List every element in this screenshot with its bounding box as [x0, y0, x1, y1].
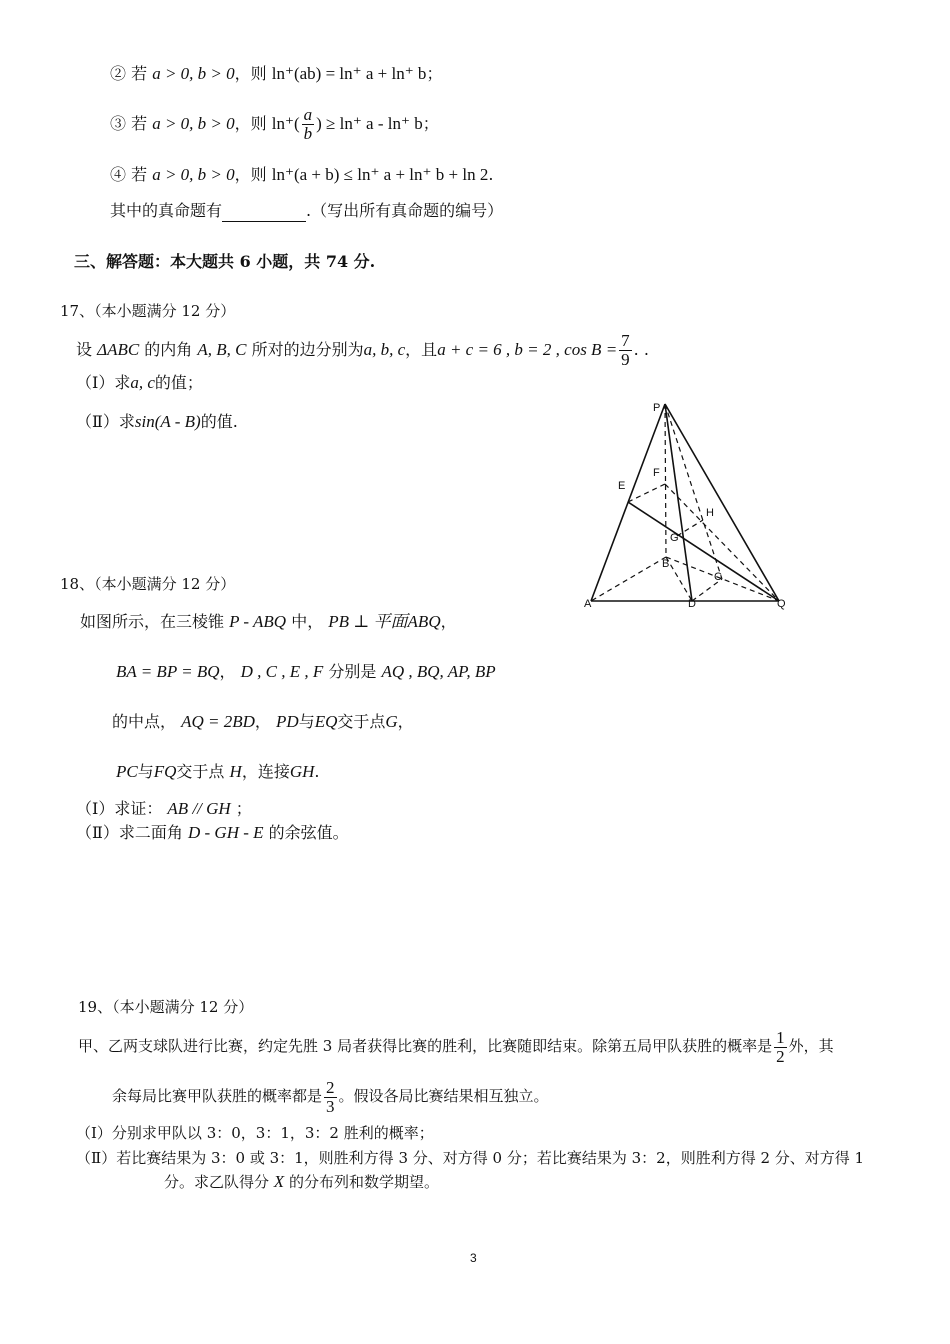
q18-line3-a: 的中点，	[112, 712, 177, 731]
q19-part2-line2-b: 的分布列和数学期望。	[288, 1173, 439, 1191]
q18-header: 18、（本小题满分 12 分）	[60, 575, 236, 593]
p16-item3-ln: ln⁺(	[271, 114, 300, 133]
label-C: C	[714, 571, 722, 583]
q18-h: H	[229, 762, 242, 781]
p16-item2-prefix: ② 若	[110, 64, 148, 83]
q19-part-2-line-1: （Ⅱ）若比赛结果为 3：0 或 3：1，则胜利方得 3 分、对方得 0 分；若比赛结果为 3：2，则胜利方得 2 分、对方得 1	[76, 1149, 865, 1167]
p16-question	[110, 200, 503, 222]
q17-part1-vars: a, c	[130, 373, 155, 392]
q18-part2-a: （Ⅱ）求二面角	[76, 823, 183, 842]
q18-line3-b: ，	[254, 712, 271, 731]
line-PC	[665, 404, 722, 579]
p16-item3-rest: ) ≥ ln⁺ a - ln⁺ b	[316, 114, 423, 133]
p16-item3-condition: a > 0, b > 0	[152, 114, 235, 133]
p16-item2-condition: a > 0, b > 0	[152, 64, 235, 83]
pyramid-figure	[578, 392, 800, 614]
p16-item4-expression: ln⁺(a + b) ≤ ln⁺ a + ln⁺ b + ln 2	[271, 165, 489, 184]
q18-segments: AQ , BQ, AP, BP	[381, 662, 496, 681]
q19-line-2	[112, 1076, 549, 1116]
q17-triangle: ΔABC	[97, 340, 140, 359]
q18-line4-a: 与	[137, 762, 154, 781]
q17-angles: A, B, C	[197, 340, 247, 359]
q18-line1-b: 中，	[291, 612, 324, 631]
p16-item4-end: .	[488, 165, 494, 184]
q18-part-2	[76, 822, 349, 844]
p16-item4-then: ，则	[234, 165, 267, 184]
p16-item2-expression: ln⁺(ab) = ln⁺ a + ln⁺ b	[271, 64, 427, 83]
label-F: F	[653, 467, 660, 479]
q18-part1-expr: AB // GH	[167, 799, 231, 818]
p16-item-4	[110, 164, 493, 186]
q18-line-4	[116, 761, 319, 783]
q17-part1-b: 的值；	[154, 373, 203, 392]
q19-fraction-two-thirds	[324, 1079, 337, 1116]
label-G: G	[670, 532, 679, 544]
q18-gh: GH	[289, 762, 315, 781]
q18-part2-expr: D - GH - E	[187, 823, 264, 842]
p16-item3-fraction	[302, 106, 315, 143]
label-H: H	[706, 507, 714, 519]
q17-stem-end: . .	[633, 340, 649, 359]
q17-denominator: 9	[621, 350, 630, 369]
q19-half-numerator: 1	[776, 1027, 785, 1047]
q18-line3-c: 与	[298, 712, 315, 731]
q19-line1-b: 外，其	[788, 1037, 834, 1055]
line-BD	[666, 557, 692, 601]
q17-part2-a: （Ⅱ）求	[76, 412, 135, 431]
q19-half-denominator: 2	[776, 1046, 785, 1066]
p16-question-before: 其中的真命题有	[110, 201, 223, 220]
q17-header: 17、（本小题满分 12 分）	[60, 302, 236, 320]
q18-equal-sides: BA = BP = BQ	[116, 662, 220, 681]
q18-line1-a: 如图所示，在三棱锥	[80, 612, 225, 631]
p16-item2-then: ，则	[234, 64, 267, 83]
q17-stem	[76, 330, 649, 370]
q17-numerator: 7	[621, 331, 630, 350]
q19-var-x: X	[273, 1172, 285, 1191]
q19-header: 19、（本小题满分 12 分）	[78, 998, 254, 1016]
q17-stem-a: 设	[76, 340, 93, 359]
p16-item-3	[110, 104, 439, 144]
page-number: 3	[470, 1251, 477, 1265]
p16-item3-prefix: ③ 若	[110, 114, 148, 133]
line-EQ	[628, 502, 779, 601]
q18-line4-c: ，连接	[241, 762, 290, 781]
q17-part1-a: （Ⅰ）求	[76, 373, 131, 392]
q19-part-2-line-2	[164, 1171, 439, 1193]
q18-eq: EQ	[314, 712, 338, 731]
p16-item3-numerator: a	[303, 105, 313, 124]
q18-g: G	[385, 712, 398, 731]
q18-perpendicular: PB ⊥ 平面ABQ	[328, 612, 441, 631]
q17-cos-fraction	[619, 332, 632, 369]
q18-pd: PD	[276, 712, 299, 731]
label-D: D	[688, 598, 696, 610]
q17-sides: a, b, c	[363, 340, 406, 359]
q17-stem-b: 的内角	[144, 340, 193, 359]
q18-line-2	[116, 661, 496, 683]
q19-line-1	[78, 1026, 834, 1066]
p16-item-2	[110, 63, 442, 85]
q18-line2-b: 分别是	[328, 662, 377, 681]
p16-item4-condition: a > 0, b > 0	[152, 165, 235, 184]
q19-fraction-half	[774, 1029, 787, 1066]
q18-line3-e: ，	[397, 712, 414, 731]
q18-fq: FQ	[153, 762, 177, 781]
q18-part2-b: 的余弦值。	[268, 823, 349, 842]
q19-line2-a: 余每局比赛甲队获胜的概率都是	[112, 1087, 323, 1105]
q18-line4-b: 交于点	[176, 762, 225, 781]
p16-item2-end: ；	[426, 64, 443, 83]
q19-part-1: （Ⅰ）分别求甲队以 3：0，3：1，3：2 胜利的概率；	[76, 1124, 434, 1142]
q18-line1-c: ，	[440, 612, 457, 631]
q18-pc: PC	[116, 762, 138, 781]
q17-stem-c: 所对的边分别为	[251, 340, 364, 359]
q17-part-2	[76, 411, 238, 433]
q19-two-thirds-denominator: 3	[326, 1096, 335, 1116]
label-P: P	[653, 402, 661, 414]
label-B: B	[662, 558, 670, 570]
p16-item3-denominator: b	[303, 124, 313, 143]
q18-line-3	[112, 711, 414, 733]
q19-line1-a: 甲、乙两支球队进行比赛，约定先胜 3 局者获得比赛的胜利，比赛随即结束。除第五局甲队获胜的概率是	[78, 1037, 773, 1055]
q18-part1-a: （Ⅰ）求证：	[76, 799, 163, 818]
answer-blank	[222, 205, 306, 222]
q18-line2-a: ，	[219, 662, 236, 681]
q18-part-1	[76, 798, 252, 820]
q19-line2-b: 。假设各局比赛结果相互独立。	[338, 1087, 549, 1105]
p16-item3-then: ，则	[234, 114, 267, 133]
q17-part2-expr: sin(A - B)	[134, 412, 201, 431]
q18-pyramid: P - ABQ	[229, 612, 287, 631]
p16-item3-end: ；	[422, 114, 439, 133]
edge-PQ	[665, 404, 779, 601]
label-A: A	[584, 598, 592, 610]
q19-part2-line2-a: 分。求乙队得分	[164, 1173, 270, 1191]
q18-line-1	[80, 611, 457, 633]
q17-condition: a + c = 6 , b = 2 , cos B =	[437, 340, 618, 359]
label-E: E	[618, 480, 626, 492]
edge-PB	[665, 404, 666, 557]
section-3-heading: 三、解答题：本大题共 6 小题，共 74 分.	[74, 252, 376, 271]
q18-part1-b: ；	[235, 799, 252, 818]
label-Q: Q	[777, 598, 786, 610]
edge-BA	[591, 557, 666, 601]
q18-aq-2bd: AQ = 2BD	[181, 712, 255, 731]
q18-line3-d: 交于点	[337, 712, 386, 731]
q17-part-1	[76, 372, 203, 394]
q19-two-thirds-numerator: 2	[326, 1077, 335, 1097]
q17-stem-d: ，且	[405, 340, 438, 359]
q18-line4-d: .	[314, 762, 320, 781]
q18-midpoints: D , C , E , F	[240, 662, 324, 681]
q17-part2-b: 的值.	[200, 412, 238, 431]
p16-item4-prefix: ④ 若	[110, 165, 148, 184]
p16-question-after: .（写出所有真命题的编号）	[306, 201, 504, 220]
line-PD	[665, 404, 692, 601]
